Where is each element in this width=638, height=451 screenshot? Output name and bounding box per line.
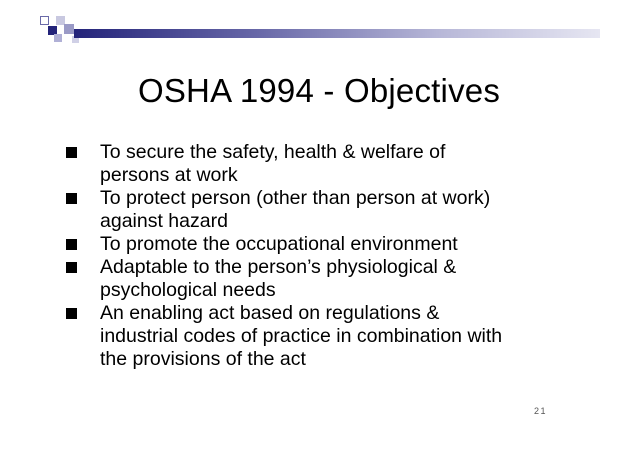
- bullet-item: [66, 302, 546, 371]
- bullet-text-line: To protect person (other than person at work): [100, 187, 491, 209]
- square-bullet-icon: [66, 147, 77, 158]
- header-gradient-bar: [74, 29, 600, 38]
- slide-title: OSHA 1994 - Objectives: [137, 72, 501, 109]
- bullet-list: [66, 141, 546, 371]
- bullet-text-line: An enabling act based on regulations &: [100, 302, 440, 324]
- decor-square: [54, 34, 62, 42]
- square-bullet-icon: [66, 239, 77, 250]
- bullet-item: [66, 233, 546, 256]
- bullet-text-line: To secure the safety, health & welfare of: [100, 141, 446, 163]
- bullet-text-line: against hazard: [100, 210, 228, 232]
- bullet-text-line: psychological needs: [100, 279, 276, 301]
- square-bullet-icon: [66, 308, 77, 319]
- bullet-text-line: industrial codes of practice in combination with: [100, 325, 503, 347]
- bullet-text-line: To promote the occupational environment: [100, 233, 458, 255]
- decor-square: [40, 16, 49, 25]
- bullet-item: [66, 256, 546, 302]
- bullet-item: [66, 187, 546, 233]
- square-bullet-icon: [66, 262, 77, 273]
- bullet-text-line: Adaptable to the person’s physiological &: [100, 256, 457, 278]
- bullet-text-line: the provisions of the act: [100, 348, 306, 370]
- bullet-text-line: persons at work: [100, 164, 238, 186]
- bullet-item: [66, 141, 546, 187]
- decor-square: [64, 24, 74, 34]
- page-number: 21: [534, 406, 548, 416]
- square-bullet-icon: [66, 193, 77, 204]
